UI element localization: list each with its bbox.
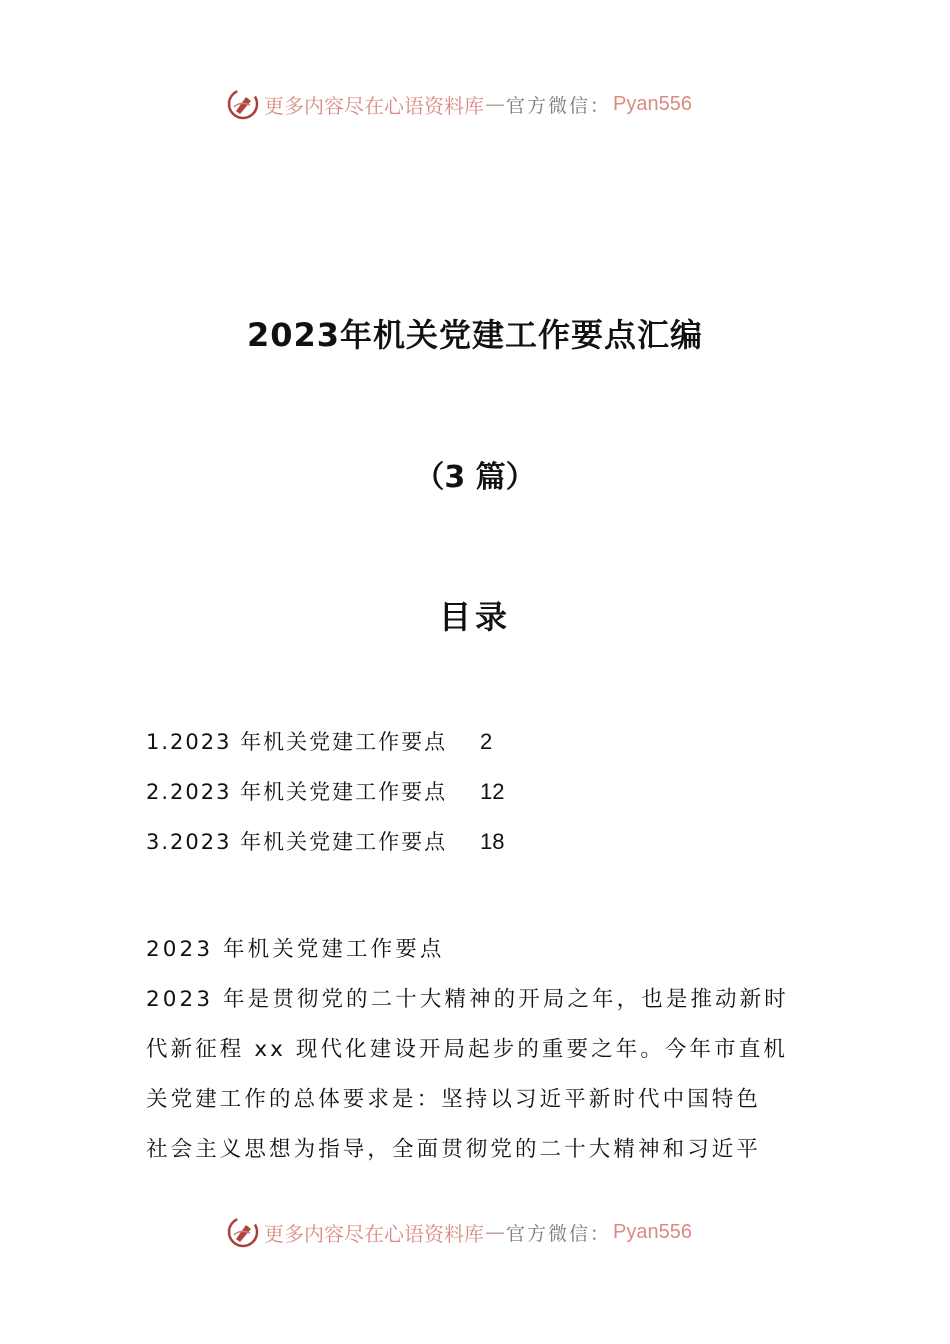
toc-entry-label: 3.2023 年机关党建工作要点 — [146, 830, 448, 854]
section-title: 2023 年机关党建工作要点 — [146, 937, 445, 962]
footer-watermark — [226, 1212, 692, 1252]
paragraph-line: 代新征程 xx 现代化建设开局起步的重要之年。今年市直机 — [146, 1037, 788, 1062]
watermark-wechat-id: Pyan556 — [613, 92, 692, 115]
toc-entry-label: 2.2023 年机关党建工作要点 — [146, 780, 448, 804]
toc-entry-page: 12 — [480, 779, 505, 804]
document-subtitle: （3 篇） — [414, 460, 536, 495]
toc-entry[interactable] — [146, 825, 504, 875]
watermark-dash: — — [485, 92, 505, 116]
document-title: 2023年机关党建工作要点汇编 — [246, 316, 704, 354]
toc-entry-page: 18 — [480, 829, 505, 854]
watermark-wechat-label: 官方微信： — [506, 94, 612, 117]
toc-entry[interactable] — [146, 725, 504, 775]
pen-nib-logo-icon — [226, 1215, 260, 1249]
watermark-promo-text: 更多内容尽在心语资料库 — [264, 93, 484, 118]
header-watermark — [226, 84, 692, 124]
paragraph-line: 社会主义思想为指导，全面贯彻党的二十大精神和习近平 — [146, 1137, 762, 1162]
watermark-promo-text: 更多内容尽在心语资料库 — [264, 1221, 484, 1246]
toc-entry-page: 2 — [480, 729, 493, 754]
paragraph-line: 关党建工作的总体要求是：坚持以习近平新时代中国特色 — [146, 1087, 762, 1112]
pen-nib-logo-icon — [226, 87, 260, 121]
table-of-contents — [146, 725, 504, 875]
watermark-wechat-id: Pyan556 — [613, 1220, 692, 1243]
paragraph-line: 2023 年是贯彻党的二十大精神的开局之年，也是推动新时 — [146, 987, 789, 1012]
toc-entry[interactable] — [146, 775, 504, 825]
document-body — [146, 925, 808, 1175]
toc-entry-label: 1.2023 年机关党建工作要点 — [146, 730, 448, 754]
toc-heading: 目录 — [438, 598, 511, 636]
watermark-wechat-label: 官方微信： — [506, 1222, 612, 1245]
watermark-dash: — — [485, 1220, 505, 1244]
